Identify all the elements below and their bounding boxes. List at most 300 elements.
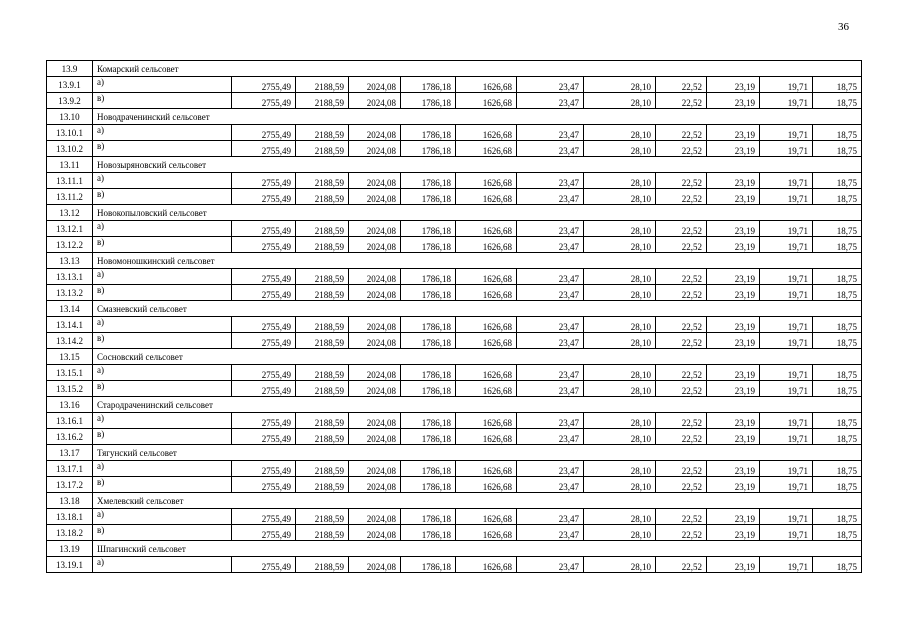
value-cell: 18,75	[813, 125, 862, 141]
value-cell: 2188,59	[296, 525, 349, 541]
value-cell: 1786,18	[401, 189, 456, 205]
value-cell: 1626,68	[456, 173, 517, 189]
value-cell: 22,52	[656, 365, 707, 381]
value-cell: 28,10	[584, 525, 656, 541]
value-cell: 22,52	[656, 77, 707, 93]
value-cell: 18,75	[813, 269, 862, 285]
value-cell: 23,19	[707, 141, 760, 157]
value-cell: 28,10	[584, 509, 656, 525]
value-cell: 19,71	[760, 413, 813, 429]
value-cell: 28,10	[584, 333, 656, 349]
value-cell: 23,47	[517, 317, 584, 333]
row-code: 13.13.2	[47, 285, 93, 301]
value-cell: 1626,68	[456, 221, 517, 237]
value-cell: 2755,49	[232, 477, 296, 493]
value-cell: 22,52	[656, 333, 707, 349]
value-cell: 18,75	[813, 477, 862, 493]
value-cell: 23,47	[517, 285, 584, 301]
value-cell: 19,71	[760, 477, 813, 493]
value-cell: 1626,68	[456, 525, 517, 541]
section-name: Тягунский сельсовет	[93, 445, 862, 461]
value-cell: 2755,49	[232, 189, 296, 205]
value-cell: 23,19	[707, 509, 760, 525]
row-label: в)	[93, 429, 232, 445]
value-cell: 28,10	[584, 77, 656, 93]
value-cell: 2755,49	[232, 557, 296, 573]
value-cell: 1626,68	[456, 461, 517, 477]
value-cell: 2755,49	[232, 285, 296, 301]
value-cell: 18,75	[813, 525, 862, 541]
value-cell: 1626,68	[456, 77, 517, 93]
value-cell: 28,10	[584, 557, 656, 573]
value-cell: 1626,68	[456, 237, 517, 253]
row-code: 13.12.1	[47, 221, 93, 237]
section-code: 13.10	[47, 109, 93, 125]
value-cell: 23,47	[517, 237, 584, 253]
value-cell: 2755,49	[232, 237, 296, 253]
row-label: а)	[93, 125, 232, 141]
section-code: 13.19	[47, 541, 93, 557]
row-label: а)	[93, 77, 232, 93]
value-cell: 1626,68	[456, 189, 517, 205]
value-cell: 2188,59	[296, 221, 349, 237]
value-cell: 2755,49	[232, 173, 296, 189]
row-code: 13.17.1	[47, 461, 93, 477]
table-row	[47, 477, 862, 493]
value-cell: 2024,08	[349, 77, 401, 93]
value-cell: 19,71	[760, 269, 813, 285]
value-cell: 1626,68	[456, 269, 517, 285]
value-cell: 23,19	[707, 189, 760, 205]
value-cell: 23,19	[707, 381, 760, 397]
value-cell: 23,47	[517, 381, 584, 397]
value-cell: 18,75	[813, 509, 862, 525]
value-cell: 2755,49	[232, 93, 296, 109]
value-cell: 1626,68	[456, 413, 517, 429]
table-row	[47, 189, 862, 205]
value-cell: 22,52	[656, 429, 707, 445]
row-label: а)	[93, 365, 232, 381]
value-cell: 2755,49	[232, 365, 296, 381]
row-label: а)	[93, 557, 232, 573]
value-cell: 2755,49	[232, 381, 296, 397]
value-cell: 23,19	[707, 237, 760, 253]
row-label: в)	[93, 525, 232, 541]
value-cell: 19,71	[760, 221, 813, 237]
value-cell: 1786,18	[401, 429, 456, 445]
value-cell: 1626,68	[456, 125, 517, 141]
value-cell: 23,19	[707, 557, 760, 573]
value-cell: 2188,59	[296, 365, 349, 381]
value-cell: 23,47	[517, 365, 584, 381]
value-cell: 18,75	[813, 173, 862, 189]
value-cell: 2188,59	[296, 285, 349, 301]
value-cell: 2188,59	[296, 333, 349, 349]
value-cell: 19,71	[760, 525, 813, 541]
value-cell: 22,52	[656, 525, 707, 541]
value-cell: 22,52	[656, 221, 707, 237]
value-cell: 2024,08	[349, 125, 401, 141]
value-cell: 2755,49	[232, 525, 296, 541]
value-cell: 18,75	[813, 365, 862, 381]
value-cell: 2188,59	[296, 125, 349, 141]
value-cell: 1626,68	[456, 365, 517, 381]
row-label: в)	[93, 189, 232, 205]
value-cell: 19,71	[760, 381, 813, 397]
section-row	[47, 205, 862, 221]
value-cell: 28,10	[584, 269, 656, 285]
value-cell: 2024,08	[349, 317, 401, 333]
value-cell: 2188,59	[296, 429, 349, 445]
table-row	[47, 237, 862, 253]
value-cell: 1626,68	[456, 381, 517, 397]
value-cell: 1786,18	[401, 237, 456, 253]
value-cell: 28,10	[584, 381, 656, 397]
value-cell: 2024,08	[349, 509, 401, 525]
value-cell: 2755,49	[232, 429, 296, 445]
table-row	[47, 525, 862, 541]
value-cell: 28,10	[584, 237, 656, 253]
section-name: Шпагинский сельсовет	[93, 541, 862, 557]
value-cell: 19,71	[760, 77, 813, 93]
row-code: 13.11.1	[47, 173, 93, 189]
row-label: а)	[93, 509, 232, 525]
table-row	[47, 317, 862, 333]
value-cell: 1786,18	[401, 221, 456, 237]
value-cell: 2755,49	[232, 317, 296, 333]
table-row	[47, 77, 862, 93]
value-cell: 2755,49	[232, 461, 296, 477]
value-cell: 18,75	[813, 381, 862, 397]
section-row	[47, 301, 862, 317]
value-cell: 2024,08	[349, 461, 401, 477]
value-cell: 1786,18	[401, 557, 456, 573]
value-cell: 2188,59	[296, 189, 349, 205]
section-name: Смазневский сельсовет	[93, 301, 862, 317]
section-row	[47, 109, 862, 125]
value-cell: 23,47	[517, 525, 584, 541]
value-cell: 2755,49	[232, 413, 296, 429]
value-cell: 23,19	[707, 477, 760, 493]
table-row	[47, 269, 862, 285]
row-label: в)	[93, 93, 232, 109]
section-row	[47, 445, 862, 461]
section-code: 13.18	[47, 493, 93, 509]
value-cell: 1786,18	[401, 125, 456, 141]
value-cell: 23,47	[517, 189, 584, 205]
value-cell: 1786,18	[401, 141, 456, 157]
value-cell: 23,47	[517, 269, 584, 285]
value-cell: 2755,49	[232, 125, 296, 141]
value-cell: 18,75	[813, 237, 862, 253]
value-cell: 1786,18	[401, 525, 456, 541]
section-name: Хмелевский сельсовет	[93, 493, 862, 509]
row-code: 13.13.1	[47, 269, 93, 285]
value-cell: 2188,59	[296, 93, 349, 109]
section-code: 13.12	[47, 205, 93, 221]
value-cell: 23,47	[517, 429, 584, 445]
value-cell: 2024,08	[349, 93, 401, 109]
value-cell: 22,52	[656, 461, 707, 477]
row-code: 13.10.1	[47, 125, 93, 141]
value-cell: 23,47	[517, 77, 584, 93]
row-label: в)	[93, 285, 232, 301]
value-cell: 2188,59	[296, 173, 349, 189]
value-cell: 23,47	[517, 141, 584, 157]
page-number: 36	[838, 21, 849, 33]
value-cell: 23,47	[517, 93, 584, 109]
table-row	[47, 461, 862, 477]
table-row	[47, 141, 862, 157]
value-cell: 23,19	[707, 93, 760, 109]
section-name: Новокопыловский сельсовет	[93, 205, 862, 221]
value-cell: 2755,49	[232, 77, 296, 93]
section-row	[47, 253, 862, 269]
value-cell: 1786,18	[401, 269, 456, 285]
value-cell: 2024,08	[349, 477, 401, 493]
table-row	[47, 557, 862, 573]
value-cell: 2024,08	[349, 413, 401, 429]
value-cell: 1626,68	[456, 333, 517, 349]
value-cell: 28,10	[584, 173, 656, 189]
value-cell: 18,75	[813, 285, 862, 301]
value-cell: 1626,68	[456, 477, 517, 493]
row-label: а)	[93, 221, 232, 237]
value-cell: 18,75	[813, 461, 862, 477]
value-cell: 19,71	[760, 317, 813, 333]
value-cell: 23,19	[707, 269, 760, 285]
section-name: Сосновский сельсовет	[93, 349, 862, 365]
value-cell: 19,71	[760, 429, 813, 445]
value-cell: 23,19	[707, 77, 760, 93]
value-cell: 2188,59	[296, 317, 349, 333]
value-cell: 2755,49	[232, 221, 296, 237]
value-cell: 28,10	[584, 429, 656, 445]
value-cell: 22,52	[656, 317, 707, 333]
value-cell: 1626,68	[456, 317, 517, 333]
value-cell: 19,71	[760, 365, 813, 381]
value-cell: 28,10	[584, 189, 656, 205]
value-cell: 28,10	[584, 477, 656, 493]
value-cell: 22,52	[656, 381, 707, 397]
value-cell: 28,10	[584, 285, 656, 301]
row-code: 13.18.1	[47, 509, 93, 525]
section-code: 13.13	[47, 253, 93, 269]
value-cell: 23,19	[707, 413, 760, 429]
value-cell: 2024,08	[349, 365, 401, 381]
row-code: 13.17.2	[47, 477, 93, 493]
value-cell: 1786,18	[401, 333, 456, 349]
value-cell: 22,52	[656, 141, 707, 157]
row-code: 13.19.1	[47, 557, 93, 573]
value-cell: 28,10	[584, 125, 656, 141]
value-cell: 22,52	[656, 285, 707, 301]
row-label: в)	[93, 237, 232, 253]
value-cell: 1786,18	[401, 365, 456, 381]
value-cell: 23,47	[517, 477, 584, 493]
value-cell: 2188,59	[296, 461, 349, 477]
section-name: Новозыряновский сельсовет	[93, 157, 862, 173]
value-cell: 22,52	[656, 557, 707, 573]
value-cell: 2024,08	[349, 141, 401, 157]
value-cell: 23,47	[517, 557, 584, 573]
value-cell: 28,10	[584, 141, 656, 157]
table-row	[47, 413, 862, 429]
section-code: 13.15	[47, 349, 93, 365]
value-cell: 23,19	[707, 333, 760, 349]
value-cell: 2188,59	[296, 141, 349, 157]
value-cell: 2024,08	[349, 429, 401, 445]
value-cell: 1786,18	[401, 173, 456, 189]
value-cell: 1786,18	[401, 317, 456, 333]
value-cell: 2188,59	[296, 509, 349, 525]
value-cell: 18,75	[813, 333, 862, 349]
value-cell: 2188,59	[296, 557, 349, 573]
table-row	[47, 285, 862, 301]
table-row	[47, 173, 862, 189]
value-cell: 2755,49	[232, 141, 296, 157]
value-cell: 22,52	[656, 477, 707, 493]
value-cell: 22,52	[656, 189, 707, 205]
value-cell: 2024,08	[349, 237, 401, 253]
value-cell: 23,19	[707, 365, 760, 381]
value-cell: 1786,18	[401, 285, 456, 301]
section-code: 13.11	[47, 157, 93, 173]
value-cell: 23,19	[707, 525, 760, 541]
table-row	[47, 509, 862, 525]
table-row	[47, 221, 862, 237]
section-row	[47, 397, 862, 413]
value-cell: 1626,68	[456, 93, 517, 109]
tariff-table	[46, 60, 862, 573]
value-cell: 1626,68	[456, 141, 517, 157]
value-cell: 23,47	[517, 125, 584, 141]
value-cell: 18,75	[813, 557, 862, 573]
value-cell: 1786,18	[401, 477, 456, 493]
value-cell: 19,71	[760, 237, 813, 253]
value-cell: 23,19	[707, 221, 760, 237]
table-row	[47, 365, 862, 381]
value-cell: 2024,08	[349, 333, 401, 349]
row-label: в)	[93, 141, 232, 157]
value-cell: 28,10	[584, 365, 656, 381]
value-cell: 18,75	[813, 413, 862, 429]
value-cell: 23,19	[707, 285, 760, 301]
value-cell: 2024,08	[349, 285, 401, 301]
value-cell: 28,10	[584, 317, 656, 333]
value-cell: 1626,68	[456, 285, 517, 301]
row-label: а)	[93, 461, 232, 477]
value-cell: 19,71	[760, 93, 813, 109]
value-cell: 23,47	[517, 413, 584, 429]
value-cell: 23,47	[517, 333, 584, 349]
value-cell: 2188,59	[296, 477, 349, 493]
section-code: 13.14	[47, 301, 93, 317]
row-code: 13.12.2	[47, 237, 93, 253]
value-cell: 19,71	[760, 285, 813, 301]
value-cell: 23,19	[707, 173, 760, 189]
table-row	[47, 93, 862, 109]
value-cell: 22,52	[656, 125, 707, 141]
value-cell: 22,52	[656, 237, 707, 253]
row-label: в)	[93, 477, 232, 493]
value-cell: 19,71	[760, 461, 813, 477]
value-cell: 22,52	[656, 509, 707, 525]
value-cell: 1786,18	[401, 461, 456, 477]
section-name: Новодраченинский сельсовет	[93, 109, 862, 125]
row-label: а)	[93, 317, 232, 333]
value-cell: 18,75	[813, 141, 862, 157]
value-cell: 2188,59	[296, 77, 349, 93]
value-cell: 28,10	[584, 461, 656, 477]
value-cell: 18,75	[813, 189, 862, 205]
value-cell: 23,47	[517, 461, 584, 477]
row-label: а)	[93, 269, 232, 285]
value-cell: 2755,49	[232, 509, 296, 525]
row-code: 13.10.2	[47, 141, 93, 157]
value-cell: 23,47	[517, 173, 584, 189]
section-row	[47, 157, 862, 173]
value-cell: 22,52	[656, 269, 707, 285]
row-code: 13.15.1	[47, 365, 93, 381]
row-code: 13.14.2	[47, 333, 93, 349]
value-cell: 22,52	[656, 413, 707, 429]
section-row	[47, 541, 862, 557]
value-cell: 19,71	[760, 557, 813, 573]
value-cell: 23,47	[517, 221, 584, 237]
value-cell: 2024,08	[349, 221, 401, 237]
value-cell: 1786,18	[401, 413, 456, 429]
value-cell: 2024,08	[349, 381, 401, 397]
value-cell: 19,71	[760, 333, 813, 349]
row-code: 13.11.2	[47, 189, 93, 205]
value-cell: 2024,08	[349, 269, 401, 285]
value-cell: 1626,68	[456, 557, 517, 573]
section-name: Стародраченинский сельсовет	[93, 397, 862, 413]
row-label: в)	[93, 333, 232, 349]
row-code: 13.15.2	[47, 381, 93, 397]
value-cell: 28,10	[584, 93, 656, 109]
row-label: в)	[93, 381, 232, 397]
section-code: 13.16	[47, 397, 93, 413]
row-code: 13.18.2	[47, 525, 93, 541]
value-cell: 18,75	[813, 317, 862, 333]
value-cell: 28,10	[584, 413, 656, 429]
value-cell: 2024,08	[349, 557, 401, 573]
value-cell: 2024,08	[349, 173, 401, 189]
section-row	[47, 349, 862, 365]
value-cell: 22,52	[656, 93, 707, 109]
value-cell: 19,71	[760, 189, 813, 205]
row-code: 13.16.2	[47, 429, 93, 445]
row-code: 13.16.1	[47, 413, 93, 429]
value-cell: 2755,49	[232, 269, 296, 285]
row-code: 13.14.1	[47, 317, 93, 333]
section-name: Комарский сельсовет	[93, 61, 862, 77]
value-cell: 18,75	[813, 77, 862, 93]
row-label: а)	[93, 173, 232, 189]
value-cell: 18,75	[813, 221, 862, 237]
section-code: 13.17	[47, 445, 93, 461]
value-cell: 18,75	[813, 93, 862, 109]
value-cell: 28,10	[584, 221, 656, 237]
value-cell: 2024,08	[349, 189, 401, 205]
value-cell: 18,75	[813, 429, 862, 445]
value-cell: 2188,59	[296, 381, 349, 397]
table-row	[47, 429, 862, 445]
section-row	[47, 493, 862, 509]
value-cell: 22,52	[656, 173, 707, 189]
